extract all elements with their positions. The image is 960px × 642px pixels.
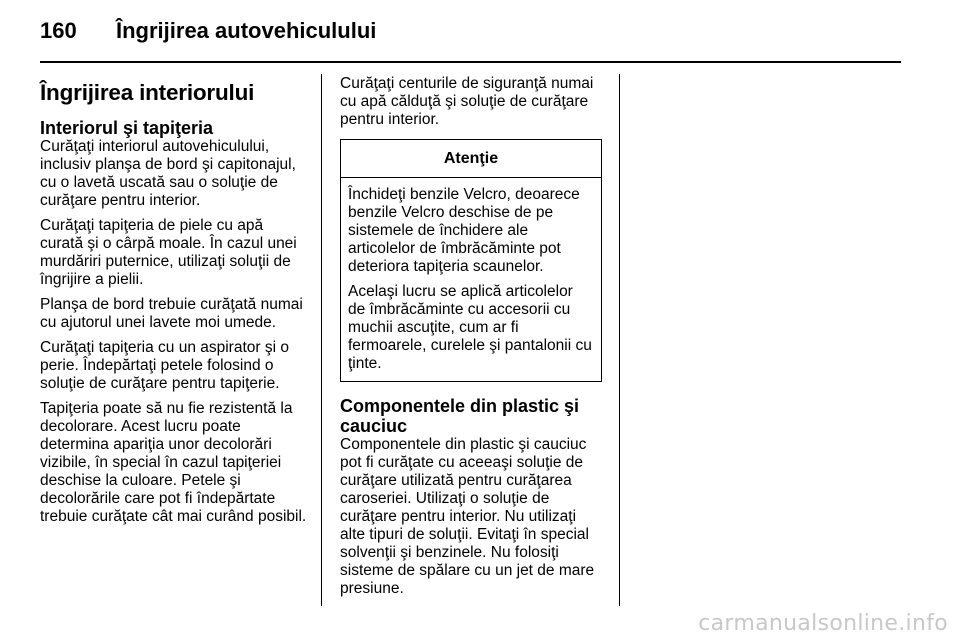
column-divider-right: [619, 74, 620, 606]
paragraph: Curăţaţi tapiţeria de piele cu apă curată şi o cârpă moale. În cazul unei murdăriri puternice, utilizaţi soluţii de îngrijire a pielii.: [40, 217, 297, 288]
notice-body: [341, 178, 601, 381]
column-divider-left: [321, 74, 322, 606]
section-title: Îngrijirea interiorului: [40, 80, 255, 105]
paragraph: Curăţaţi interiorul autovehiculului, inclusiv planşa de bord şi capitonajul, cu o lavetă uscată sau o soluţie de curăţare pentru interior.: [40, 138, 296, 209]
header-rule: [40, 61, 901, 63]
column-middle: [340, 74, 602, 605]
notice-paragraph: Acelaşi lucru se aplică articolelor de îmbrăcăminte cu accesorii cu muchii ascuţite, cum ar fi fermoarele, curelele şi pantalonii cu ţinte.: [348, 283, 592, 372]
paragraph: Planşa de bord trebuie curăţată numai cu ajutorul unei lavete moi umede.: [40, 296, 303, 331]
notice-title: Atenţie: [341, 140, 601, 178]
subsection-title-interior: Interiorul şi tapiţeria: [40, 118, 214, 138]
notice-paragraph: Închideţi benzile Velcro, deoarece benzile Velcro deschise de pe sistemele de închidere ale articolelor de îmbrăcăminte pot deteriora tapiţeria scaunelor.: [348, 186, 580, 275]
paragraph: Tapiţeria poate să nu fie rezistentă la decolorare. Acest lucru poate determina apariţia unor decolorări vizibile, în special în cazul tapiţeriei deschise la culoare. Petele şi decolorările care pot fi îndepărtate trebuie curăţate cât mai curând posibil.: [40, 400, 307, 525]
page-header: [40, 14, 376, 48]
watermark: carmanualsonline.info: [698, 611, 948, 636]
subsection-title-plastic: Componentele din plastic şi cauciuc: [340, 396, 580, 436]
column-left: [40, 74, 308, 533]
running-title: Îngrijirea autovehiculului: [116, 18, 377, 43]
paragraph: Componentele din plastic şi cauciuc pot fi curăţate cu aceeaşi soluţie de curăţare utilizată pentru curăţarea caroseriei. Utilizaţi o soluţie de curăţare pentru interior. Nu utilizaţi alte tipuri de soluţii. Evitaţi în special solvenţii şi benzinele. Nu folosiţi sisteme de spălare cu un jet de mare presiune.: [340, 436, 595, 597]
page-number: 160: [40, 18, 77, 43]
paragraph: Curăţaţi tapiţeria cu un aspirator şi o perie. Îndepărtaţi petele folosind o soluţie de curăţare pentru tapiţerie.: [40, 339, 289, 392]
paragraph: Curăţaţi centurile de siguranţă numai cu apă călduţă şi soluţie de curăţare pentru interior.: [340, 75, 594, 128]
notice-box: [340, 139, 602, 382]
